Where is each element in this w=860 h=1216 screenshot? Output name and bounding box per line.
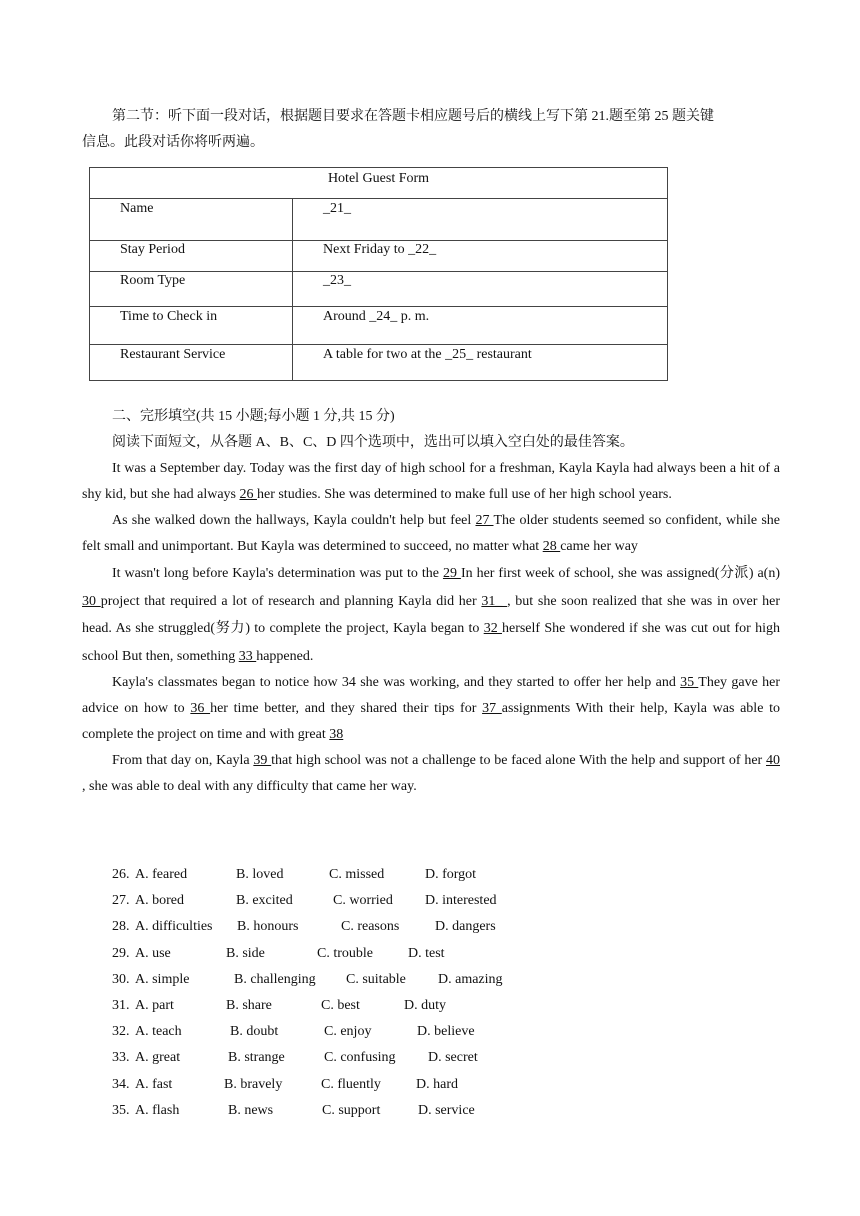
- passage-paragraph-4: Kayla's classmates began to notice how 34 she was working, and they started to offer her help and 35 They gave her advice on how to 36 her time better, and they shared their tips for 37 assignments With their help, Kayla was able to complete the project on time and with great 38: [82, 675, 781, 742]
- option-c: C. suitable: [346, 971, 406, 987]
- blank-38: 38: [329, 727, 344, 742]
- option-c: C. trouble: [317, 945, 373, 961]
- blank-31: 31_: [481, 593, 508, 609]
- question-number: 31.: [112, 997, 130, 1013]
- hotel-guest-form-table: [89, 167, 668, 381]
- passage-paragraph-1: It was a September day. Today was the first day of high school for a freshman, Kayla Kayla had always been a hit of a shy kid, but she had always 26 her studies. She was determined to make full use of her high school years.: [82, 461, 780, 502]
- option-c: C. reasons: [341, 919, 400, 935]
- form-label-room: Room Type: [90, 272, 293, 307]
- option-d: D. forgot: [425, 867, 477, 882]
- passage-paragraph-3: It wasn't long before Kayla's determination was put to the 29 In her first week of school, she was assigned(分派) a(n) 30 project that required a lot of research and planning Kayla did her 31_ , but she soon realized that she was in over her head. As she struggled(努力) to complete the project, Kayla began to 32 herself She wondered if she was cut out for high school But then, something 33 happened.: [82, 566, 781, 664]
- form-label-stay: Stay Period: [90, 241, 293, 272]
- blank-35: 35: [680, 675, 699, 690]
- blank-39: 39: [253, 753, 272, 768]
- option-c: C. best: [321, 997, 360, 1013]
- form-label-restaurant: Restaurant Service: [90, 345, 293, 381]
- blank-37: 37: [482, 701, 502, 716]
- part2-heading: 二、完形填空(共 15 小题;每小题 1 分,共 15 分): [112, 409, 395, 424]
- form-value-room: _23_: [293, 272, 668, 307]
- question-number: 29.: [112, 945, 130, 961]
- blank-28: 28: [542, 539, 561, 554]
- question-number: 33.: [112, 1050, 130, 1066]
- option-c: C. missed: [329, 867, 385, 882]
- option-a: A. use: [135, 945, 171, 961]
- question-number: 26.: [112, 867, 130, 882]
- option-a: A. teach: [135, 1024, 182, 1040]
- blank-36: 36: [190, 701, 211, 716]
- option-a: A. bored: [135, 893, 184, 909]
- form-value-checkin: Around _24_ p. m.: [293, 307, 668, 345]
- option-b: B. challenging: [234, 971, 316, 987]
- option-a: A. fast: [135, 1076, 173, 1092]
- option-b: B. honours: [237, 919, 299, 935]
- form-label-checkin: Time to Check in: [90, 307, 293, 345]
- option-b: B. bravely: [224, 1076, 283, 1092]
- section2-instructions: [82, 104, 780, 156]
- form-value-name: _21_: [293, 199, 668, 241]
- passage-paragraph-5: From that day on, Kayla 39 that high school was not a challenge to be faced alone With the help and support of her 40 , she was able to deal with any difficulty that came her way.: [82, 753, 780, 794]
- option-d: D. test: [408, 945, 445, 961]
- form-value-restaurant: A table for two at the _25_ restaurant: [293, 345, 668, 381]
- option-d: D. duty: [404, 997, 446, 1013]
- option-a: A. flash: [135, 1102, 180, 1118]
- question-number: 34.: [112, 1076, 130, 1092]
- question-number: 28.: [112, 919, 130, 935]
- option-a: A. simple: [135, 971, 190, 987]
- option-c: C. confusing: [324, 1050, 396, 1066]
- option-d: D. interested: [425, 893, 497, 909]
- option-c: C. worried: [333, 893, 393, 909]
- form-title: Hotel Guest Form: [90, 168, 668, 199]
- passage-paragraph-2: As she walked down the hallways, Kayla couldn't help but feel 27 The older students seemed so confident, while she felt small and unimportant. But Kayla was determined to succeed, no matter what 28 came her way: [82, 513, 781, 554]
- question-number: 35.: [112, 1102, 130, 1118]
- part2-directions: 阅读下面短文，从各题 A、B、C、D 四个选项中，选出可以填入空白处的最佳答案。: [112, 435, 634, 450]
- blank-27: 27: [475, 513, 494, 528]
- option-d: D. dangers: [435, 919, 496, 935]
- blank-30: 30: [82, 593, 101, 609]
- question-number: 32.: [112, 1024, 130, 1040]
- option-d: D. amazing: [438, 971, 503, 987]
- option-c: C. enjoy: [324, 1024, 372, 1040]
- instructions-line1: 第二节：听下面一段对话，根据题目要求在答题卡相应题号后的横线上写下第 21.题至第 25 题关键: [112, 109, 714, 124]
- option-c: C. fluently: [321, 1076, 381, 1092]
- question-number: 30.: [112, 971, 130, 987]
- option-b: B. strange: [228, 1050, 285, 1066]
- option-a: A. part: [135, 997, 174, 1013]
- blank-29: 29: [442, 566, 461, 581]
- blank-33: 33: [238, 648, 257, 664]
- cloze-section: [82, 404, 780, 800]
- blank-40: 40: [766, 753, 780, 768]
- option-d: D. secret: [428, 1050, 478, 1066]
- option-c: C. support: [322, 1102, 381, 1118]
- option-a: A. great: [135, 1050, 181, 1066]
- form-label-name: Name: [90, 199, 293, 241]
- option-d: D. hard: [416, 1076, 458, 1092]
- option-a: A. feared: [135, 867, 188, 882]
- option-b: B. side: [226, 945, 265, 961]
- instructions-line2: 信息。此段对话你将听两遍。: [82, 135, 264, 150]
- form-value-stay: Next Friday to _22_: [293, 241, 668, 272]
- option-b: B. excited: [236, 893, 293, 909]
- blank-26: 26: [239, 487, 257, 502]
- option-a: A. difficulties: [135, 919, 213, 935]
- option-d: D. service: [418, 1102, 475, 1118]
- option-b: B. news: [228, 1102, 274, 1118]
- question-number: 27.: [112, 893, 130, 909]
- option-b: B. share: [226, 997, 272, 1013]
- blank-32: 32: [483, 621, 502, 636]
- option-d: D. believe: [417, 1024, 475, 1040]
- option-b: B. doubt: [230, 1024, 279, 1040]
- option-b: B. loved: [236, 867, 284, 882]
